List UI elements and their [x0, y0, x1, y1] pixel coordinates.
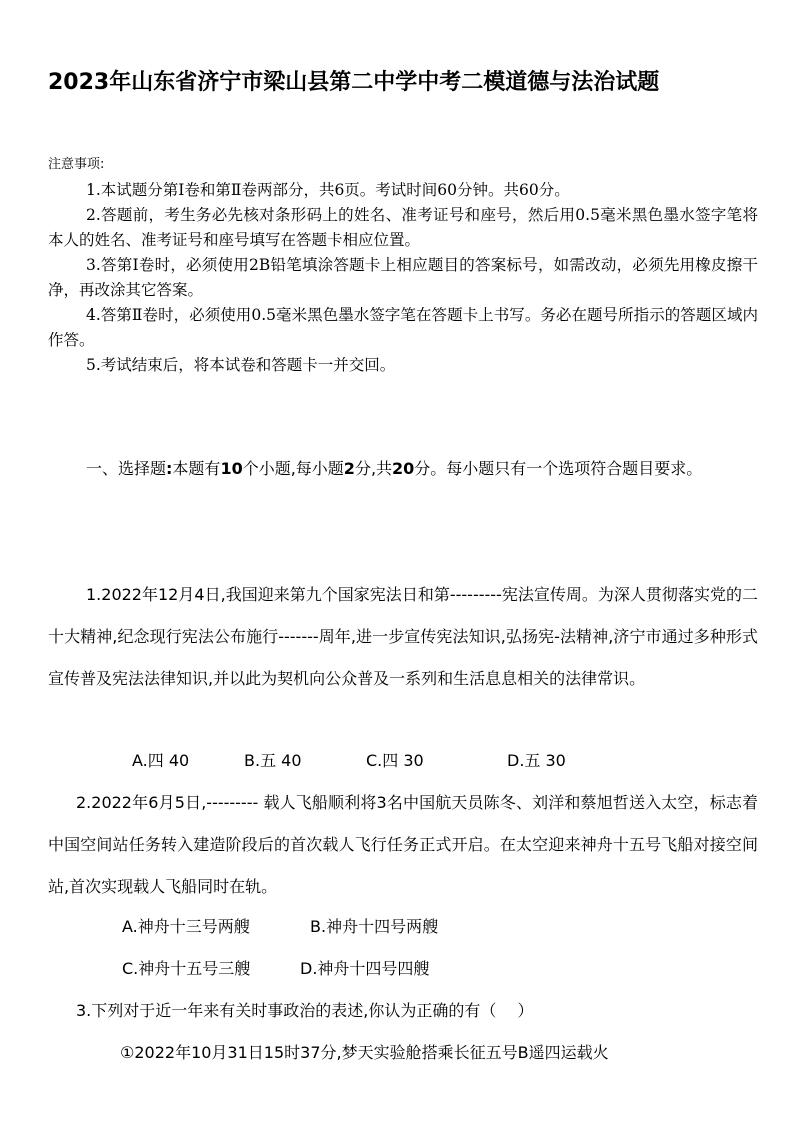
question-2-options-row-2: [122, 948, 429, 990]
section-colon: :: [166, 459, 173, 478]
option-b: B.五 40: [244, 751, 302, 770]
section-text: 分,共: [354, 459, 393, 478]
notice-heading: 注意事项:: [48, 157, 105, 172]
section-heading: [48, 448, 758, 490]
question-2-options-row-1: [122, 906, 438, 948]
points-total: 20: [392, 459, 415, 478]
notice-item: 2.答题前，考生务必先核对条形码上的姓名、准考证号和座号，然后用0.5毫米黑色墨水签字笔将本人的姓名、准考证号和座号填写在答题卡相应位置。: [48, 206, 758, 249]
notice-list: [48, 178, 758, 378]
option-a: A.神舟十三号两艘: [122, 917, 250, 936]
points-each: 2: [343, 459, 355, 478]
question-3-statement-1: ①2022年10月31日15时37分,梦天实验舱搭乘长征五号B遥四运载火: [120, 1043, 609, 1062]
question-count: 10: [220, 459, 243, 478]
section-text: 本题有: [172, 459, 221, 478]
exam-title: 2023年山东省济宁市梁山县第二中学中考二模道德与法治试题: [48, 70, 660, 95]
option-c: C.神舟十五号三艘: [122, 959, 251, 978]
section-text: 分。每小题只有一个选项符合题目要求。: [414, 459, 703, 478]
option-d: D.五 30: [507, 751, 566, 770]
notice-item: 1.本试题分第Ⅰ卷和第Ⅱ卷两部分，共6页。考试时间60分钟。共60分。: [86, 181, 570, 199]
option-d: D.神舟十四号四艘: [300, 959, 430, 978]
option-b: B.神舟十四号两艘: [310, 917, 439, 936]
section-prefix: 一、选择题: [86, 459, 167, 478]
section-text: 个小题,每小题: [242, 459, 344, 478]
option-a: A.四 40: [132, 751, 190, 770]
option-c: C.四 30: [366, 751, 424, 770]
question-1-options: [132, 740, 566, 782]
question-1-text: 1.2022年12月4日,我国迎来第九个国家宪法日和第---------宪法宣传周。为深人贯彻落实党的二十大精神,纪念现行宪法公布施行-------周年,进一步宣传宪法知识,弘扬宪-法精神,济宁市通过多种形式宣传普及宪法法律知识,并以此为契机向公众普及一系列和生活息息相关的法律常识。: [48, 585, 758, 688]
notice-item: 4.答第Ⅱ卷时，必须使用0.5毫米黑色墨水签字笔在答题卡上书写。务必在题号所指示的答题区域内作答。: [48, 306, 758, 349]
notice-item: 5.考试结束后，将本试卷和答题卡一并交回。: [86, 356, 396, 374]
question-3-text: 3.下列对于近一年来有关时事政治的表述,你认为正确的有（ ）: [76, 1001, 534, 1020]
question-2-text: 2.2022年6月5日,--------- 载人飞船顺利将3名中国航天员陈冬、刘洋和蔡旭哲送入太空，标志着中国空间站任务转入建造阶段后的首次载人飞行任务正式开启。在太空迎来神舟十五号飞船对接空间站,首次实现载人飞船同时在轨。: [48, 793, 758, 896]
notice-item: 3.答第Ⅰ卷时，必须使用2B铅笔填涂答题卡上相应题目的答案标号，如需改动，必须先用橡皮擦干净，再改涂其它答案。: [48, 256, 758, 299]
